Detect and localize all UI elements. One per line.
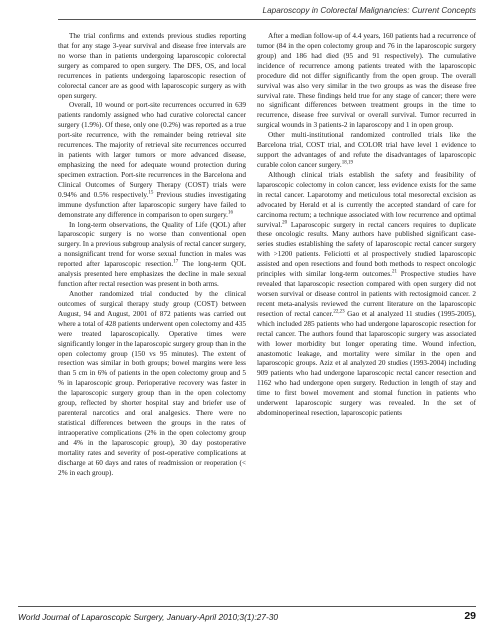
paragraph: Although clinical trials establish the safety and feasibility of laparoscopic colectomy in colon cancer, less evidence exists for the same in rectal cancer. Laparotomy and meticulous total mesorectal excision as advocated by Herald et al is currently the accepted standard of care for carcinoma rectum; a technique associated with low recurrence and optimal survival.$^{20}$ Laparoscopic surgery in rectal cancers requires to duplicate these oncologic results. Many authors have published significant case-series studies establishing the safety of laparoscopic rectal cancer surgery with >1200 patients. Feliciotti et al prospectively studied laparoscopic assisted and open resections and found both methods to respect oncologic principles with similar long-term outcomes.$^{21}$ Prospective studies have revealed that laparoscopic resection compared with open surgery did not worsen survival or disease control in patients with rectosigmoid cancer. 2 recent meta-analysis reviewed the current literature on the laparoscopic resection of rectal cancer.$^{22,23}$ Gao et al analyzed 11 studies (1995-2005), which included 285 patients who had undergone laparoscopic resection for rectal cancer. The authors found that laparoscopic surgery was associated with lower morbidity but longer operating time. Wound infection, anastomotic leakage, and mortality were similar in the open and laparoscopic groups. Aziz et al analyzed 20 studies (1993-2004) including 909 patients who had undergone laparoscopic rectal cancer resection and 1162 who had undergone open surgery. Reduction in length of stay and time to first bowel movement and stomal function in patients who underwent laparoscopic surgery was revealed. In the set of abdominoperineal resection, laparoscopic patients — [257, 170, 476, 418]
paragraph: The trial confirms and extends previous studies reporting that for any stage 3-year survival and disease free intervals are no worse than in patients undergoing laparoscopic colorectal surgery as compared to open surgery. The DFS, OS, and local recurrences in patients undergoing laparoscopic resection of colorectal cancer are as good with laparoscopic surgery as with open surgery. — [58, 32, 246, 100]
citation: 21 — [391, 269, 397, 275]
citation: 15 — [148, 190, 154, 196]
paragraph: After a median follow-up of 4.4 years, 160 patients had a recurrence of tumor (84 in the open colectomy group and 76 in the laparoscopic surgery group) and 186 had died (95 and 91 respectively). The cumulative incidence of recurrence among patients treated with the laparoscopic procedure did not differ significantly from the open group. The overall survival was also very similar in the two groups as was the disease free survival rate. These findings held true for any stage of cancer; there were no significant differences between treatment groups in the time to recurrence, disease free survival or overall survival. Tumor recurred in surgical wounds in 3 patients-2 in laparoscopy and 1 in open group. — [257, 32, 476, 130]
paragraph: Other multi-institutional randomized controlled trials like the Barcelona trial, COST trial, and COLOR trial have level 1 evidence to support the advantages of and refute the disadvantages of laparoscopic curable colon cancer surgery.$^{18,19}$ — [257, 131, 476, 169]
header-divider — [58, 19, 476, 20]
paragraph: Another randomized trial conducted by the clinical outcomes of surgical therapy study group (COST) between August, 94 and August, 2001 of 872 patients was carried out where a total of 428 patients underwent open colectomy and 435 were treated laparoscopically. Operative times were significantly longer in the laparoscopic surgery group than in the open colectomy group (150 vs 95 minutes). The extent of resection was similar in both groups; bowel margins were less than 5 cm in 6% of patients in the open colectomy group and 5 % in laparoscopic group. Perioperative recovery was faster in the laparoscopic surgery group than in the open colectomy group, reflected by shorter hospital stay and briefer use of parenteral narcotics and oral analgesics. There were no statistical differences between the groups in the rates of intraoperative complications (2% in the open colectomy group and 4% in the laparoscopic group), 30 day postoperative mortality rates and severity of post-operative complications at discharge at 60 days and rates of readmission or reoperation (< 2% in each group). — [58, 289, 246, 477]
right-column — [257, 32, 476, 419]
page-number: 29 — [464, 610, 476, 622]
left-column — [58, 32, 246, 478]
citation: 22,23 — [333, 309, 345, 315]
citation: 16 — [228, 210, 233, 216]
citation: 18,19 — [341, 160, 353, 166]
running-header: Laparoscopy in Colorectal Malignancies: Current Concepts — [262, 6, 476, 15]
journal-citation: World Journal of Laparoscopic Surgery, January-April 2010;3(1):27-30 — [18, 612, 279, 622]
paragraph: Overall, 10 wound or port-site recurrences occurred in 639 patients randomly assigned who had curative colorectal cancer surgery (1.9%). Of these, only one (0.2%) was reported as a true port-site recurrence, with the remainder being retrieval site recurrences. The majority of retrieval site recurrences occurred in patients with larger tumors or more advanced disease, emphasizing the need for adequate wound protection during specimen extraction. Port-site recurrences in the Barcelona and Clinical Outcomes of Surgery Therapy (COST) trials were 0.94% and 0.5% respectively.$^{15}$ Previous studies investigating immune dysfunction after laparoscopic surgery have failed to demonstrate any difference in comparison to open surgery.$^{16}$ — [58, 101, 246, 219]
citation: 17 — [173, 259, 179, 265]
paragraph: In long-term observations, the Quality of Life (QOL) after laparoscopic surgery is no worse than conventional open surgery. In a previous subgroup analysis of rectal cancer surgery, a nonsignificant trend for worse sexual function in males was reported after laparoscopic resection.$^{17}$ The long-term QOL analysis presented here emphasizes the decline in male sexual function after rectal resection was present in both arms. — [58, 220, 246, 289]
footer-divider — [18, 606, 476, 607]
citation: 20 — [282, 220, 288, 226]
